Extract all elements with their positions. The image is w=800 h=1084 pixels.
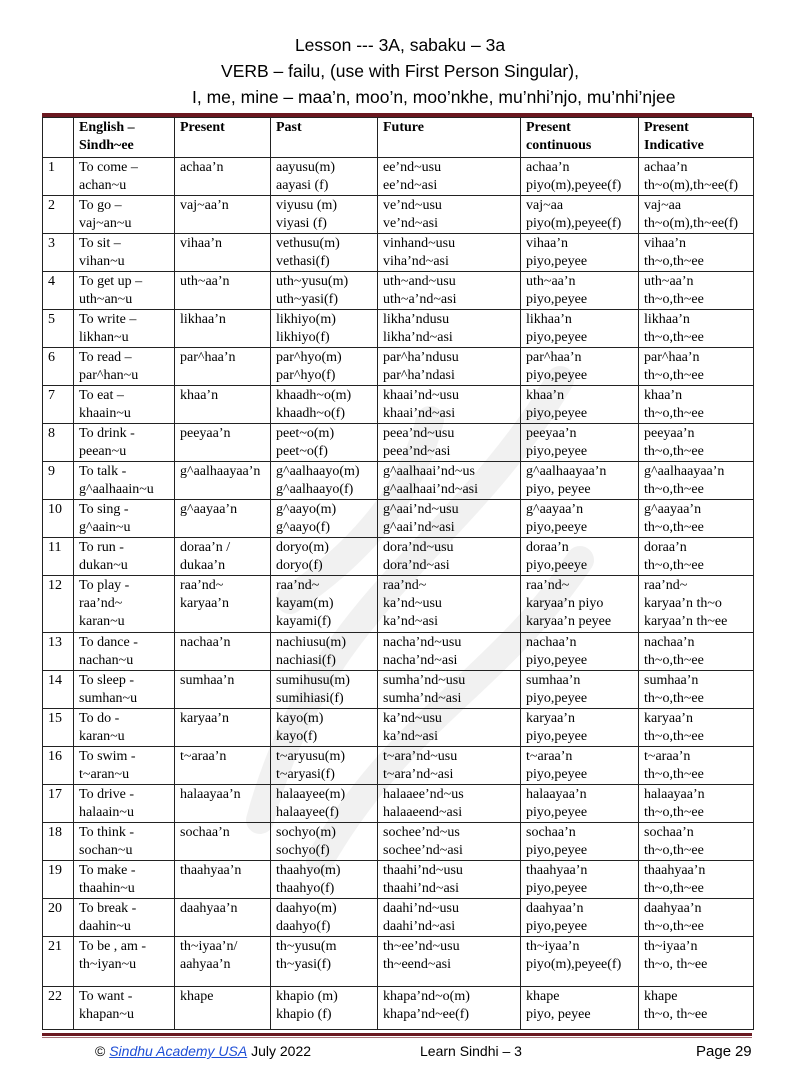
table-cell: To play - raa’nd~ karan~u [74, 576, 175, 633]
table-cell: sochaa’n piyo,peyee [521, 823, 639, 861]
table-cell: sumhaa’n th~o,th~ee [639, 671, 754, 709]
table-cell: uth~aa’n piyo,peyee [521, 272, 639, 310]
table-cell: sumihusu(m) sumihiasi(f) [271, 671, 378, 709]
table-cell: halaayaa’n [175, 785, 271, 823]
table-header-row [43, 118, 754, 158]
row-number: 6 [43, 348, 74, 386]
table-cell: To swim - t~aran~u [74, 747, 175, 785]
table-cell: g^aalhaayaa’n th~o,th~ee [639, 462, 754, 500]
table-cell: To run - dukan~u [74, 538, 175, 576]
table-row [43, 158, 754, 196]
table-row [43, 987, 754, 1030]
lesson-title: Lesson --- 3A, sabaku – 3a [294, 35, 506, 55]
table-cell: g^aalhaayo(m) g^aalhaayo(f) [271, 462, 378, 500]
table-cell: g^aayo(m) g^aayo(f) [271, 500, 378, 538]
row-number: 8 [43, 424, 74, 462]
table-cell: g^aayaa’n piyo,peeye [521, 500, 639, 538]
table-cell: To talk - g^aalhaain~u [74, 462, 175, 500]
table-cell: t~araa’n th~o,th~ee [639, 747, 754, 785]
table-cell: th~iyaa’n/ aahyaa’n [175, 937, 271, 987]
table-cell: sumhaa’n piyo,peyee [521, 671, 639, 709]
table-cell: karyaa’n th~o,th~ee [639, 709, 754, 747]
table-cell: thaahi’nd~usu thaahi’nd~asi [378, 861, 521, 899]
table-cell: doraa’n piyo,peeye [521, 538, 639, 576]
table-cell: doraa’n th~o,th~ee [639, 538, 754, 576]
table-cell: peeyaa’n piyo,peyee [521, 424, 639, 462]
table-cell: par^haa’n piyo,peyee [521, 348, 639, 386]
table-row [43, 899, 754, 937]
table-cell: par^hyo(m) par^hyo(f) [271, 348, 378, 386]
row-number: 16 [43, 747, 74, 785]
table-cell: likha’ndusu likha’nd~asi [378, 310, 521, 348]
row-number: 13 [43, 633, 74, 671]
row-number: 18 [43, 823, 74, 861]
table-cell: nachaa’n [175, 633, 271, 671]
table-cell: vihaa’n th~o,th~ee [639, 234, 754, 272]
table-cell: uth~and~usu uth~a’nd~asi [378, 272, 521, 310]
column-header: Future [378, 118, 521, 158]
table-cell: sumha’nd~usu sumha’nd~asi [378, 671, 521, 709]
table-cell: g^aalhaai’nd~us g^aalhaai’nd~asi [378, 462, 521, 500]
table-cell: To do - karan~u [74, 709, 175, 747]
page-number-value: 29 [734, 1043, 752, 1060]
table-cell: To come – achan~u [74, 158, 175, 196]
table-cell: raa’nd~ ka’nd~usu ka’nd~asi [378, 576, 521, 633]
column-header: Past [271, 118, 378, 158]
table-cell: raa’nd~ karyaa’n th~o karyaa’n th~ee [639, 576, 754, 633]
table-cell: nachaa’n th~o,th~ee [639, 633, 754, 671]
row-number: 3 [43, 234, 74, 272]
table-cell: To sing - g^aain~u [74, 500, 175, 538]
column-header: Present continuous [521, 118, 639, 158]
table-cell: To want - khapan~u [74, 987, 175, 1030]
table-cell: sochaa’n [175, 823, 271, 861]
table-cell: To dance - nachan~u [74, 633, 175, 671]
footer-title: Learn Sindhi – 3 [420, 1043, 522, 1059]
table-cell: To sit – vihan~u [74, 234, 175, 272]
table-cell: likhiyo(m) likhiyo(f) [271, 310, 378, 348]
footer-copyright [95, 1042, 311, 1060]
table-cell: dora’nd~usu dora’nd~asi [378, 538, 521, 576]
table-cell: th~yusu(m th~yasi(f) [271, 937, 378, 987]
table-cell: par^haa’n [175, 348, 271, 386]
table-cell: khape th~o, th~ee [639, 987, 754, 1030]
table-cell: To read – par^han~u [74, 348, 175, 386]
table-row [43, 196, 754, 234]
row-number: 11 [43, 538, 74, 576]
table-cell: sumhaa’n [175, 671, 271, 709]
table-cell: daahyaa’n [175, 899, 271, 937]
table-cell: achaa’n th~o(m),th~ee(f) [639, 158, 754, 196]
table-cell: ee’nd~usu ee’nd~asi [378, 158, 521, 196]
table-cell: khapa’nd~o(m) khapa’nd~ee(f) [378, 987, 521, 1030]
table-cell: vaj~aa th~o(m),th~ee(f) [639, 196, 754, 234]
row-number: 21 [43, 937, 74, 987]
row-number: 15 [43, 709, 74, 747]
table-cell: t~araa’n [175, 747, 271, 785]
table-cell: To write – likhan~u [74, 310, 175, 348]
table-cell: daahyaa’n piyo,peyee [521, 899, 639, 937]
row-number: 12 [43, 576, 74, 633]
table-row [43, 785, 754, 823]
table-cell: vinhand~usu viha’nd~asi [378, 234, 521, 272]
table-cell: vihaa’n [175, 234, 271, 272]
table-cell: khapio (m) khapio (f) [271, 987, 378, 1030]
table-cell: nachiusu(m) nachiasi(f) [271, 633, 378, 671]
table-cell: To get up – uth~an~u [74, 272, 175, 310]
table-cell: khaadh~o(m) khaadh~o(f) [271, 386, 378, 424]
table-cell: uth~yusu(m) uth~yasi(f) [271, 272, 378, 310]
table-cell: raa’nd~ karyaa’n [175, 576, 271, 633]
bottom-rule [42, 1033, 752, 1036]
table-cell: doraa’n / dukaa’n [175, 538, 271, 576]
row-number: 20 [43, 899, 74, 937]
row-number: 4 [43, 272, 74, 310]
footer-date: July 2022 [251, 1043, 312, 1059]
table-cell: peeyaa’n th~o,th~ee [639, 424, 754, 462]
table-row [43, 386, 754, 424]
table-cell: thaahyo(m) thaahyo(f) [271, 861, 378, 899]
table-cell: karyaa’n [175, 709, 271, 747]
table-row [43, 671, 754, 709]
table-cell: achaa’n piyo(m),peyee(f) [521, 158, 639, 196]
table-cell: peet~o(m) peet~o(f) [271, 424, 378, 462]
table-cell: halaayee(m) halaayee(f) [271, 785, 378, 823]
table-cell: peea’nd~usu peea’nd~asi [378, 424, 521, 462]
sindhu-academy-link[interactable]: Sindhu Academy USA [109, 1043, 248, 1059]
table-row [43, 576, 754, 633]
table-cell: To think - sochan~u [74, 823, 175, 861]
row-number: 5 [43, 310, 74, 348]
lesson-subtitle: VERB – failu, (use with First Person Singular), [221, 61, 579, 81]
table-cell: sochyo(m) sochyo(f) [271, 823, 378, 861]
table-cell: thaahyaa’n [175, 861, 271, 899]
table-row [43, 462, 754, 500]
table-row [43, 538, 754, 576]
table-cell: peeyaa’n [175, 424, 271, 462]
table-row [43, 937, 754, 987]
table-cell: viyusu (m) viyasi (f) [271, 196, 378, 234]
table-cell: karyaa’n piyo,peyee [521, 709, 639, 747]
column-header: English – Sindh~ee [74, 118, 175, 158]
table-cell: To go – vaj~an~u [74, 196, 175, 234]
table-cell: sochee’nd~us sochee’nd~asi [378, 823, 521, 861]
table-cell: raa’nd~ karyaa’n piyo karyaa’n peyee [521, 576, 639, 633]
table-cell: To make - thaahin~u [74, 861, 175, 899]
copyright-symbol: © [95, 1043, 106, 1059]
table-cell: doryo(m) doryo(f) [271, 538, 378, 576]
table-row [43, 348, 754, 386]
row-number: 17 [43, 785, 74, 823]
table-cell: likhaa’n th~o,th~ee [639, 310, 754, 348]
table-cell: raa’nd~ kayam(m) kayami(f) [271, 576, 378, 633]
table-cell: thaahyaa’n piyo,peyee [521, 861, 639, 899]
table-cell: daahi’nd~usu daahi’nd~asi [378, 899, 521, 937]
table-cell: g^aalhaayaa’n piyo, peyee [521, 462, 639, 500]
table-cell: ka’nd~usu ka’nd~asi [378, 709, 521, 747]
column-header: Present Indicative [639, 118, 754, 158]
table-cell: likhaa’n piyo,peyee [521, 310, 639, 348]
table-cell: vaj~aa’n [175, 196, 271, 234]
page-number [696, 1042, 752, 1061]
verb-table [42, 117, 754, 1030]
lesson-pronouns: I, me, mine – maa’n, moo’n, moo’nkhe, mu’nhi’njo, mu’nhi’njee [192, 87, 676, 107]
bottom-rule-thin [42, 1037, 752, 1038]
table-cell: kayo(m) kayo(f) [271, 709, 378, 747]
table-row [43, 709, 754, 747]
table-cell: To eat – khaain~u [74, 386, 175, 424]
table-cell: To be , am - th~iyan~u [74, 937, 175, 987]
table-cell: khaai’nd~usu khaai’nd~asi [378, 386, 521, 424]
table-cell: nacha’nd~usu nacha’nd~asi [378, 633, 521, 671]
table-cell: khaa’n [175, 386, 271, 424]
table-cell: t~aryusu(m) t~aryasi(f) [271, 747, 378, 785]
table-cell: khape piyo, peyee [521, 987, 639, 1030]
table-cell: uth~aa’n th~o,th~ee [639, 272, 754, 310]
table-cell: vihaa’n piyo,peyee [521, 234, 639, 272]
table-row [43, 747, 754, 785]
table-cell: daahyo(m) daahyo(f) [271, 899, 378, 937]
table-cell: th~ee’nd~usu th~eend~asi [378, 937, 521, 987]
table-row [43, 823, 754, 861]
table-cell: vethusu(m) vethasi(f) [271, 234, 378, 272]
table-cell: th~iyaa’n piyo(m),peyee(f) [521, 937, 639, 987]
row-number: 7 [43, 386, 74, 424]
table-cell: g^aayaa’n [175, 500, 271, 538]
table-cell: khape [175, 987, 271, 1030]
table-cell: halaaee’nd~us halaaeend~asi [378, 785, 521, 823]
table-cell: ve’nd~usu ve’nd~asi [378, 196, 521, 234]
row-number: 9 [43, 462, 74, 500]
table-cell: To drive - halaain~u [74, 785, 175, 823]
table-cell: uth~aa’n [175, 272, 271, 310]
table-cell: To break - daahin~u [74, 899, 175, 937]
table-row [43, 861, 754, 899]
table-cell: halaayaa’n th~o,th~ee [639, 785, 754, 823]
row-number: 10 [43, 500, 74, 538]
row-number: 19 [43, 861, 74, 899]
table-cell: achaa’n [175, 158, 271, 196]
row-number: 22 [43, 987, 74, 1030]
table-cell: khaa’n piyo,peyee [521, 386, 639, 424]
table-row [43, 500, 754, 538]
table-cell: aayusu(m) aayasi (f) [271, 158, 378, 196]
table-cell: halaayaa’n piyo,peyee [521, 785, 639, 823]
table-cell: To drink - peean~u [74, 424, 175, 462]
table-cell: th~iyaa’n th~o, th~ee [639, 937, 754, 987]
row-number: 1 [43, 158, 74, 196]
table-cell: g^aai’nd~usu g^aai’nd~asi [378, 500, 521, 538]
table-row [43, 310, 754, 348]
table-row [43, 633, 754, 671]
table-cell: likhaa’n [175, 310, 271, 348]
table-cell: sochaa’n th~o,th~ee [639, 823, 754, 861]
table-cell: g^aayaa’n th~o,th~ee [639, 500, 754, 538]
row-number: 2 [43, 196, 74, 234]
table-cell: g^aalhaayaa’n [175, 462, 271, 500]
table-cell: daahyaa’n th~o,th~ee [639, 899, 754, 937]
table-cell: t~ara’nd~usu t~ara’nd~asi [378, 747, 521, 785]
page-label: Page [696, 1043, 732, 1060]
table-row [43, 234, 754, 272]
table-cell: thaahyaa’n th~o,th~ee [639, 861, 754, 899]
table-cell: khaa’n th~o,th~ee [639, 386, 754, 424]
table-row [43, 424, 754, 462]
table-cell: par^haa’n th~o,th~ee [639, 348, 754, 386]
column-header [43, 118, 74, 158]
table-cell: vaj~aa piyo(m),peyee(f) [521, 196, 639, 234]
table-cell: To sleep - sumhan~u [74, 671, 175, 709]
table-cell: par^ha’ndusu par^ha’ndasi [378, 348, 521, 386]
table-row [43, 272, 754, 310]
table-cell: t~araa’n piyo,peyee [521, 747, 639, 785]
column-header: Present [175, 118, 271, 158]
table-cell: nachaa’n piyo,peyee [521, 633, 639, 671]
row-number: 14 [43, 671, 74, 709]
